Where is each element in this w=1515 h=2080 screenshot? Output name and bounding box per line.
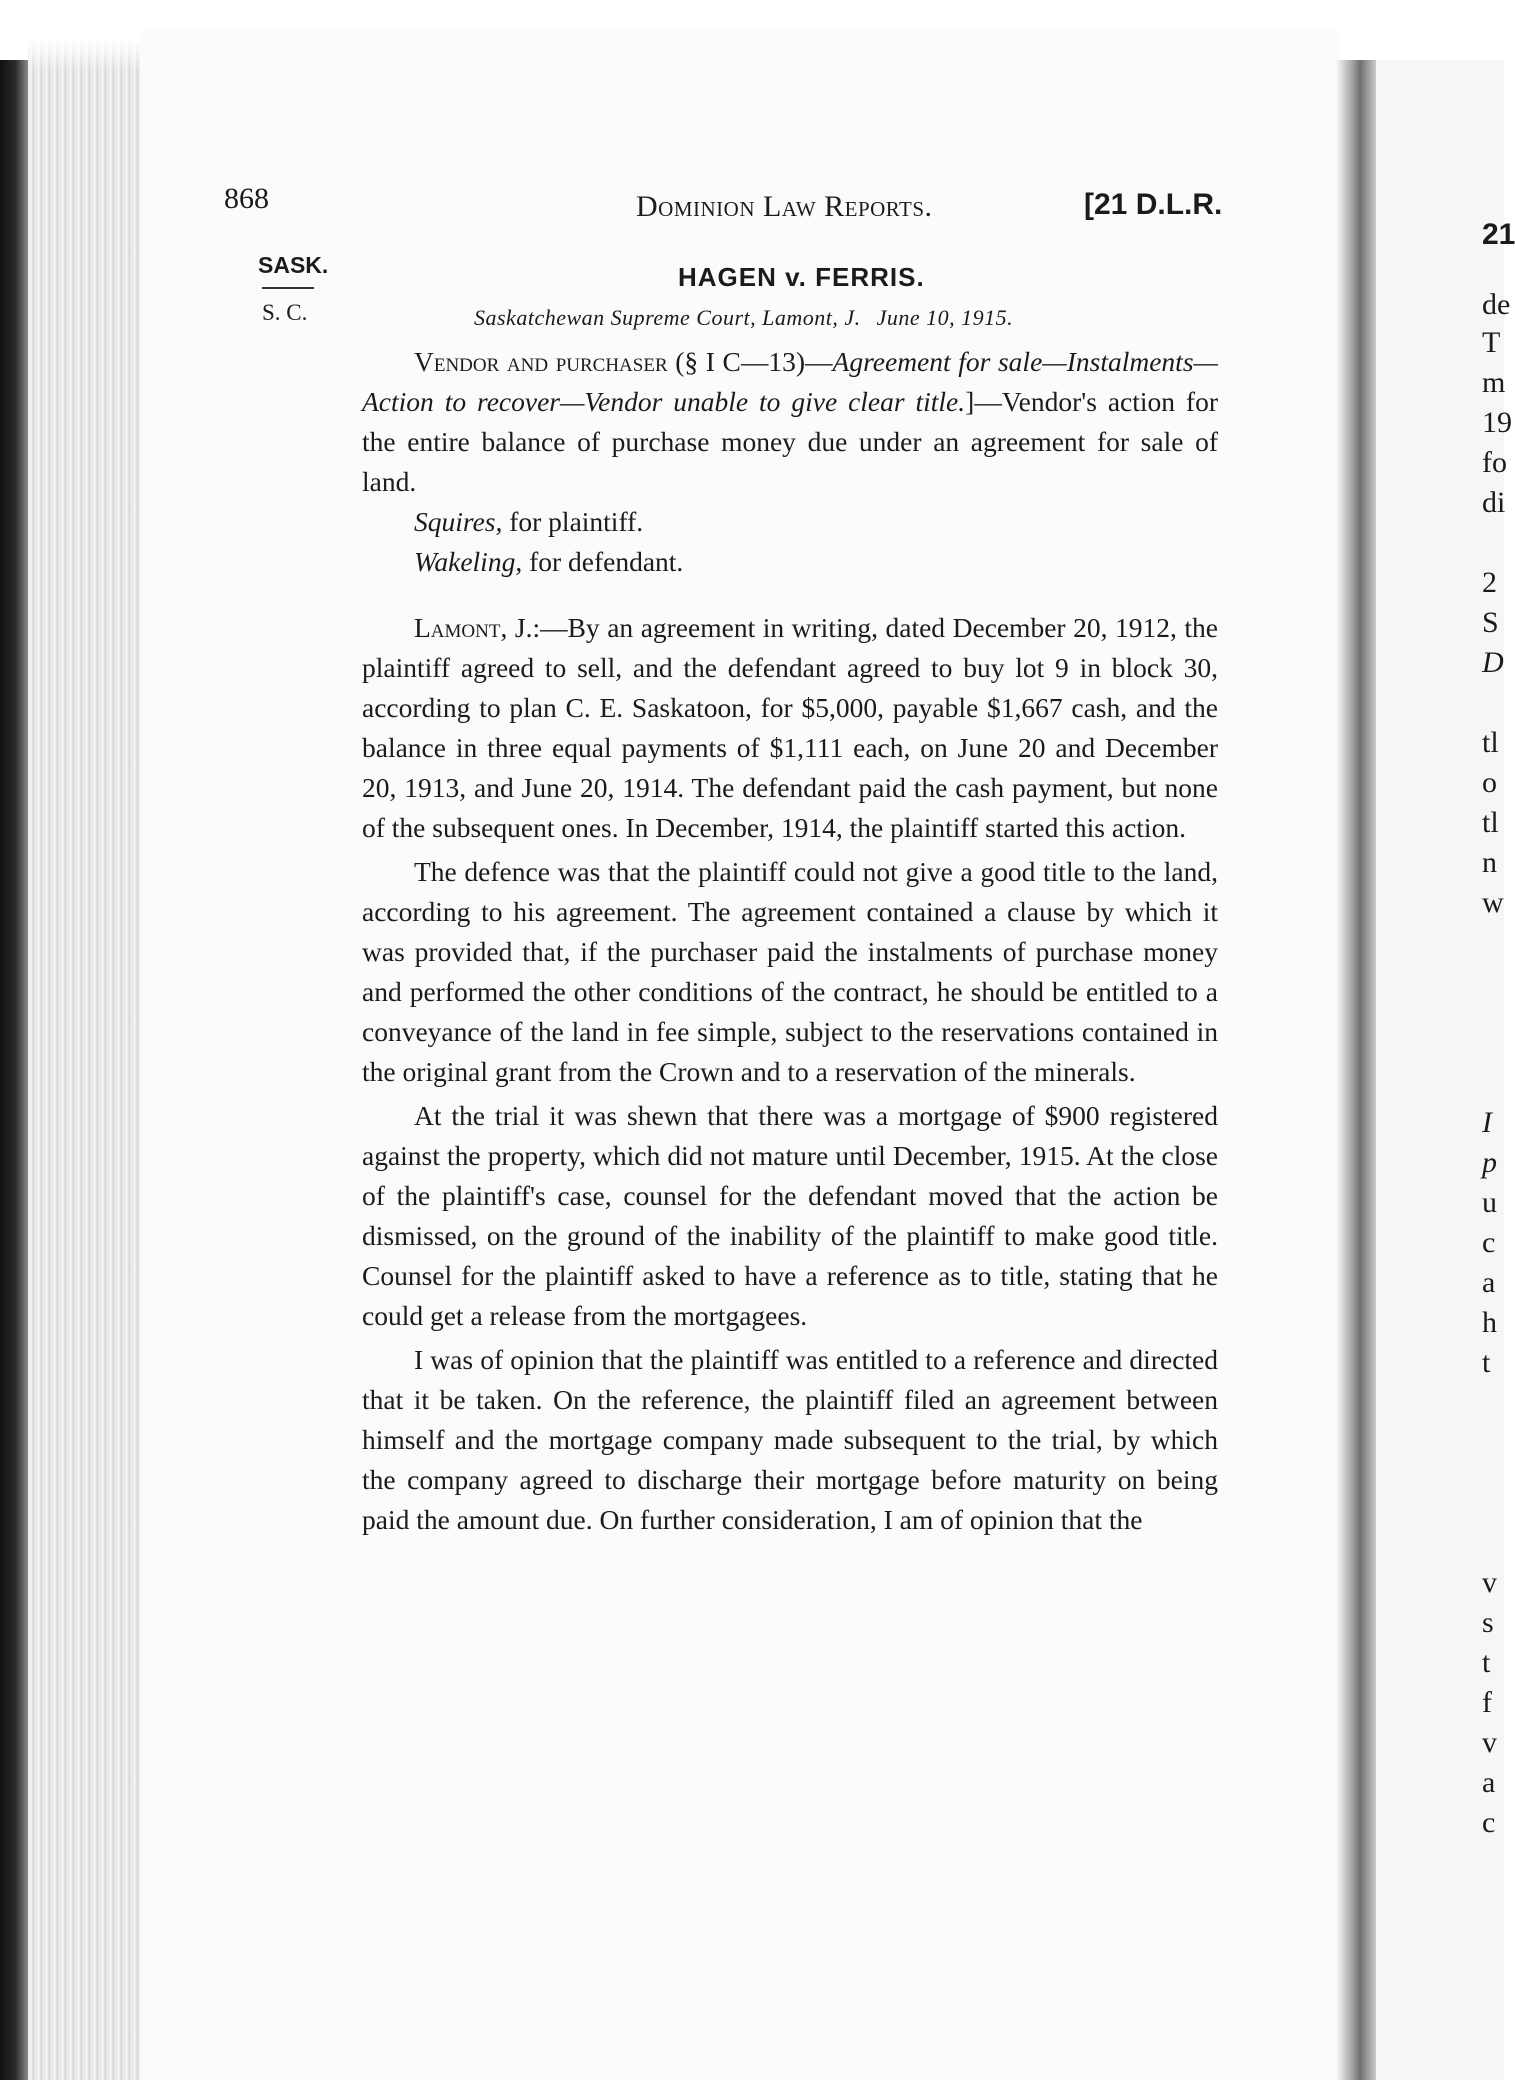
judgment-paragraph: The defence was that the plaintiff could not give a good title to the land, according to his agreement. The agreement contained a clause by which it was provided that, if the purchaser paid the instalments of purchase money and performed the other conditions of the contract, he should be entitled to a conveyance of the land in fee simple, subject to the reservations contained in the original grant from the Crown and to a reservation of the minerals. [362,856,1218,1087]
facing-page-fragment: a [1482,1266,1496,1299]
facing-page-fragment: n [1482,846,1497,879]
judge-name: Lamont, J. [414,612,533,643]
report-body [362,342,1218,1540]
counsel-role: for plaintiff. [502,506,644,537]
facing-page-fragment: I [1482,1106,1492,1139]
counsel-plaintiff [362,502,1218,542]
facing-page-fragment: v [1482,1726,1497,1759]
facing-page-fragment: T [1482,326,1501,359]
facing-page-fragment: S [1482,606,1499,639]
counsel-defendant [362,542,1218,582]
facing-page-fragment: tl [1482,726,1499,759]
headnote-classification: (§ I C—13)— [667,346,833,377]
facing-page-fragment: t [1482,1346,1491,1379]
facing-page-fragment: m [1482,366,1506,399]
book-gutter [1336,60,1376,2080]
headnote [362,342,1218,502]
margin-province: SASK. [258,252,329,278]
facing-page-fragment: p [1482,1146,1497,1179]
facing-page [1376,60,1515,2080]
facing-page-fragment: t [1482,1646,1491,1679]
judgment-paragraph [362,608,1218,848]
facing-page-fragment: f [1482,1686,1492,1719]
paragraph-text: :—By an agreement in writing, dated December 20, 1912, the plaintiff agreed to sell, and the defendant agreed to buy lot 9 in block 30, according to plan C. E. Saskatoon, for $5,000, payable $1,667 cash, and the balance in three equal payments of $1,111 each, on June 20 and December 20, 1913, and June 20, 1914. The defendant paid the cash payment, but none of the subsequent ones. In December, 1914, the plaintiff started this action. [362,612,1218,843]
facing-page-fragment: tl [1482,806,1499,839]
court-name: Saskatchewan Supreme Court, Lamont, J. [474,305,861,330]
headnote-catchline: Agreement for sale—Instalments—Action to recover—Vendor unable to give clear title. [362,346,1218,417]
page-stack-edges [28,40,158,2080]
facing-page-fragment: di [1482,486,1506,519]
headnote-topic: Vendor and purchaser [414,346,668,377]
decision-date: June 10, 1915. [876,305,1014,330]
facing-page-fragment: a [1482,1766,1496,1799]
facing-page-fragment: o [1482,766,1497,799]
facing-page-fragment: D [1482,646,1504,679]
facing-page-fragment: v [1482,1566,1497,1599]
counsel-role: for defendant. [522,546,684,577]
facing-page-fragment: 19 [1482,406,1512,439]
facing-page-fragment: h [1482,1306,1497,1339]
page-number: 868 [224,182,269,215]
facing-page-fragment: de [1482,288,1511,321]
headnote-summary: ]—Vendor's action for the entire balance of purchase money due under an agreement for sale of land. [362,386,1219,497]
margin-rule [262,287,314,289]
facing-page-fragment: w [1482,886,1504,919]
book-spine-shadow [0,60,28,2080]
facing-page-fragment: s [1482,1606,1494,1639]
judgment-paragraph: At the trial it was shewn that there was a mortgage of $900 registered against the property, which did not mature until December, 1915. At the close of the plaintiff's case, counsel for the defendant moved that the action be dismissed, on the ground of the inability of the plaintiff to make good title. Counsel for the plaintiff asked to have a reference as to title, stating that he could get a release from the mortgagees. [362,1100,1218,1331]
counsel-name: Wakeling, [414,546,523,577]
judgment-paragraph: I was of opinion that the plaintiff was entitled to a reference and directed that it be taken. On the reference, the plaintiff filed an agreement between himself and the mortgage company made subsequent to the trial, by which the company agreed to discharge their mortgage before maturity on being paid the amount due. On further consideration, I am of opinion that the [362,1344,1218,1535]
counsel-name: Squires, [414,506,503,537]
facing-page-fragment: c [1482,1806,1496,1839]
facing-page-fragment: fo [1482,446,1507,479]
facing-page-fragment: 2 [1482,566,1497,599]
facing-page-fragment: u [1482,1186,1497,1219]
facing-page-fragment: 21 [1482,218,1515,251]
facing-page-fragment: c [1482,1226,1496,1259]
case-title: HAGEN v. FERRIS. [678,262,925,292]
court-line [474,305,1013,331]
volume-reference: [21 D.L.R. [1084,188,1223,221]
running-title: Dominion Law Reports. [636,190,933,223]
margin-court: S. C. [262,300,308,325]
